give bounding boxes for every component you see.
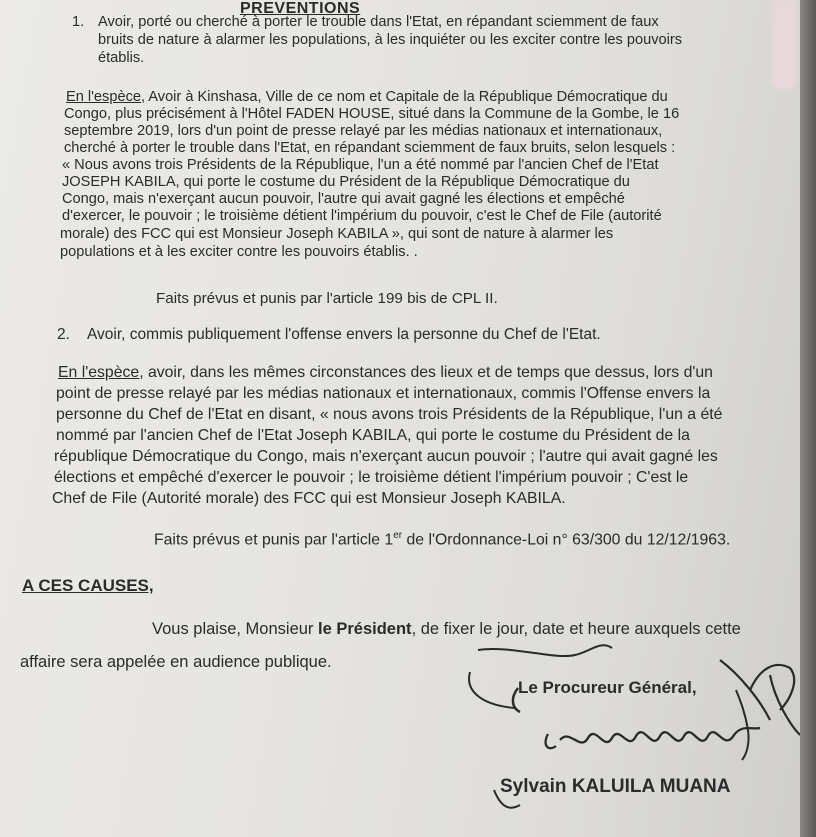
espece-1-line-7: Congo, mais n'exerçant aucun pouvoir, l'autre qui avait gagné les élections et empêché xyxy=(62,191,625,207)
item-1-line-3: établis. xyxy=(98,50,145,66)
conclusion-line-2: affaire sera appelée en audience publique. xyxy=(20,653,332,671)
espece-1-line-5: « Nous avons trois Présidents de la République, l'un a été nommé par l'ancien Chef de l'Etat xyxy=(62,157,659,173)
espece-2-line-5: république Démocratique du Congo, mais n'exerçant aucun pouvoir ; l'autre qui avait gagné les xyxy=(54,448,718,465)
faits-2: Faits prévus et punis par l'article 1er de l'Ordonnance-Loi n° 63/300 du 12/12/1963. xyxy=(154,530,731,549)
signature-title: Le Procureur Général, xyxy=(518,678,697,697)
espece-2-line-4: nommé par l'ancien Chef de l'Etat Joseph KABILA, qui porte le costume du Président de la xyxy=(56,427,690,444)
espece-1-line-8: d'exercer, le pouvoir ; le troisième détient l'impérium du pouvoir, c'est le Chef de File (autorité xyxy=(62,208,662,224)
item-2-text: Avoir, commis publiquement l'offense envers la personne du Chef de l'Etat. xyxy=(87,326,601,343)
item-1-line-2: bruits de nature à alarmer les populations, à les inquiéter ou les exciter contre les pouvoirs xyxy=(98,32,683,48)
page-edge-shadow xyxy=(800,0,816,837)
espece-1-line-9: morale) des FCC qui est Monsieur Joseph KABILA », qui sont de nature à alarmer les xyxy=(60,226,614,242)
section-heading: PREVENTIONS xyxy=(240,0,361,17)
espece-2-line-6: élections et empêché d'exercer le pouvoir ; le troisième détient l'impérium pouvoir ; C'est le xyxy=(54,469,689,486)
item-1-line-1: Avoir, porté ou cherché à porter le trouble dans l'Etat, en répandant sciemment de faux xyxy=(98,14,659,30)
item-1-number: 1. xyxy=(72,14,85,30)
signatory-name: Sylvain KALUILA MUANA xyxy=(500,776,731,797)
blurred-corner xyxy=(772,0,796,90)
conclusion-line-1: Vous plaise, Monsieur le Président, de fixer le jour, date et heure auxquels cette xyxy=(152,620,741,638)
item-2-number: 2. xyxy=(57,326,70,343)
espece-2-line-2: point de presse relayé par les médias nationaux et internationaux, commis l'Offense envers la xyxy=(56,385,711,402)
espece-2-line-7: Chef de File (Autorité morale) des FCC qui est Monsieur Joseph KABILA. xyxy=(52,490,566,507)
espece-1-line-4: cherché à porter le trouble dans l'Etat, en répandant sciemment de faux bruits, selon lesquels : xyxy=(64,140,676,156)
espece-1-line-2: Congo, plus précisément à l'Hôtel FADEN HOUSE, situé dans la Commune de la Gombe, le 16 xyxy=(64,106,680,122)
espece-1-lead: En l'espèce xyxy=(66,89,141,105)
espece-2-line-1: En l'espèce, avoir, dans les mêmes circonstances des lieux et de temps que dessus, lors d'un xyxy=(58,364,713,381)
a-ces-causes-heading: A CES CAUSES, xyxy=(22,576,154,595)
faits-1: Faits prévus et punis par l'article 199 bis de CPL II. xyxy=(156,290,498,307)
espece-1-line-1: En l'espèce, Avoir à Kinshasa, Ville de ce nom et Capitale de la République Démocratique du xyxy=(66,89,668,105)
espece-2-line-3: personne du Chef de l'Etat en disant, « nous avons trois Présidents de la République, l'un a été xyxy=(56,406,723,423)
espece-1-line-3: septembre 2019, lors d'un point de presse relayé par les médias nationaux et internationaux, xyxy=(64,123,663,139)
espece-2-lead: En l'espèce xyxy=(58,364,140,381)
espece-1-line-6: JOSEPH KABILA, qui porte le costume du Président de la République Démocratique du xyxy=(62,174,630,190)
espece-1-line-10: populations et à les exciter contre les pouvoirs établis. . xyxy=(60,244,418,260)
